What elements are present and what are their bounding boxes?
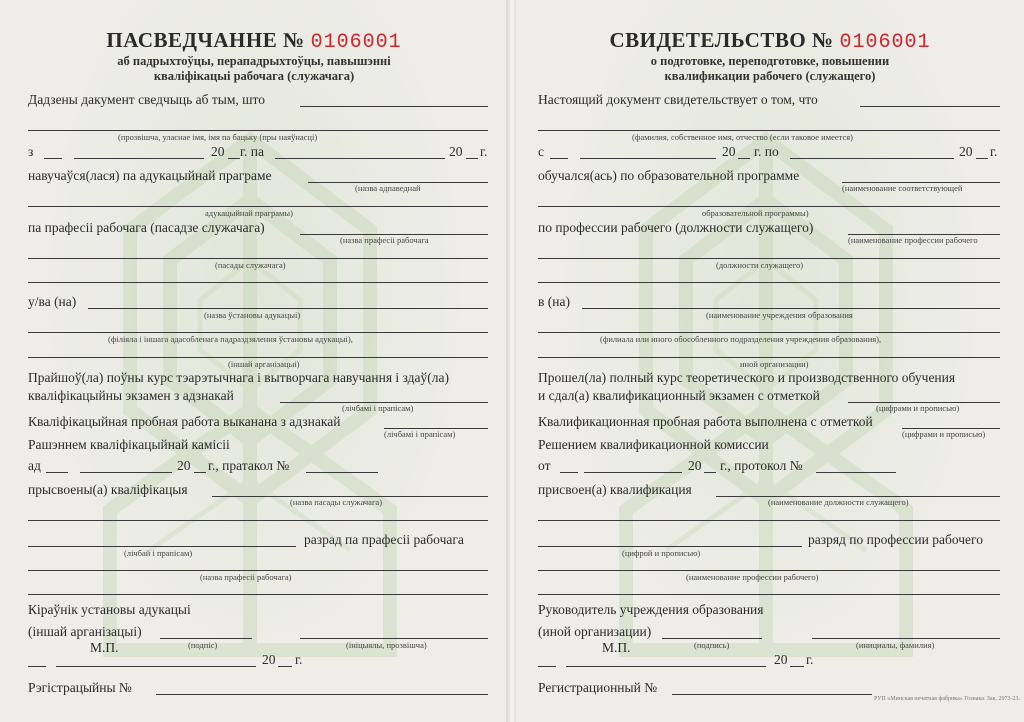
- caption-program-2: образовательной программы): [702, 208, 809, 218]
- line: [44, 158, 62, 159]
- in-label: у/ва (на): [28, 294, 77, 309]
- line: [156, 694, 488, 695]
- line: [28, 258, 488, 259]
- line: [560, 472, 578, 473]
- date-label: от: [538, 458, 551, 473]
- line: [582, 308, 1000, 309]
- line: [538, 206, 1000, 207]
- subtitle-1: о подготовке, переподготовке, повышении: [650, 54, 890, 68]
- subtitle-2: кваліфікацыі рабочага (служачага): [153, 69, 355, 83]
- line: [28, 282, 488, 283]
- line: [538, 666, 556, 667]
- year-prefix: 20: [774, 652, 788, 667]
- studied-label: навучаўся(лася) па адукацыйнай праграме: [28, 168, 272, 183]
- line: [538, 130, 1000, 131]
- year-suffix: г.: [806, 652, 814, 667]
- decision-label: Решением квалификационной комиссии: [538, 437, 769, 452]
- line: [74, 158, 204, 159]
- caption-institution: (наименование учреждения образования: [706, 310, 853, 320]
- caption-profession-3: (назва прафесіі рабочага): [200, 572, 292, 582]
- caption-name: (фамилия, собственное имя, отчество (если таковое имеется): [632, 132, 853, 142]
- course-text-2: и сдал(а) квалификационный экзамен с отметкой: [538, 388, 820, 403]
- caption-branch: (филиала или иного обособленного подразделения учреждения образования),: [600, 334, 882, 344]
- caption-branch: (філіяла і іншага адасобленага падраздзялення ўстановы адукацыі),: [108, 334, 353, 344]
- head-label-1: Руководитель учреждения образования: [538, 602, 764, 617]
- line: [704, 472, 716, 473]
- caption-post-name: (наименование должности служащего): [768, 497, 909, 507]
- caption-post: (пасады служачага): [215, 260, 286, 270]
- caption-profession: (назва прафесіі рабочага: [340, 235, 429, 245]
- in-label: в (на): [538, 294, 570, 309]
- year-suffix: г.: [480, 144, 488, 159]
- caption-grade-2: (цифрами и прописью): [902, 429, 986, 439]
- line: [80, 472, 172, 473]
- line: [538, 282, 1000, 283]
- caption-program-2: адукацыйнай праграмы): [205, 208, 293, 218]
- line: [88, 308, 488, 309]
- line: [550, 158, 568, 159]
- caption-signature: (подпись): [694, 640, 730, 650]
- printer-imprint: РУП «Минская печатная фабрика» Гознака. Зак. 2973-23.: [874, 696, 1020, 702]
- signature-line: [662, 638, 762, 639]
- serial-number: 0106001: [310, 31, 402, 54]
- line: [228, 158, 240, 159]
- qualification-label: прысвоены(а) кваліфікацыя: [28, 482, 188, 497]
- caption-profession-3: (наименование профессии рабочего): [686, 572, 819, 582]
- line: [538, 258, 1000, 259]
- decision-label: Рашэннем кваліфікацыйнай камісіі: [28, 437, 230, 452]
- line: [538, 357, 1000, 358]
- seal-place: М.П.: [602, 640, 631, 655]
- caption-post: (должности служащего): [716, 260, 804, 270]
- caption-grade-1: (лічбамі і прапісам): [342, 403, 414, 413]
- from-label: с: [538, 144, 544, 159]
- caption-name: (прозвішча, уласнае імя, імя па бацьку (пры наяўнасці): [118, 132, 318, 142]
- studied-label: обучался(ась) по образовательной программе: [538, 168, 800, 183]
- caption-initials: (ініцыялы, прозвішча): [346, 640, 427, 650]
- caption-program: (назва адпаведнай: [355, 183, 421, 193]
- line: [28, 666, 46, 667]
- profession-label: по профессии рабочего (должности служащего): [538, 220, 814, 235]
- line: [538, 332, 1000, 333]
- trial-work-label: Кваліфікацыйная пробная работа выканана з адзнакай: [28, 414, 341, 429]
- line: [56, 666, 256, 667]
- line: [28, 570, 488, 571]
- seal-place: М.П.: [90, 640, 119, 655]
- line: [300, 638, 488, 639]
- line: [28, 332, 488, 333]
- rank-label: разряд по профессии рабочего: [808, 532, 983, 547]
- protocol-label: г., пратакол №: [208, 458, 290, 473]
- line: [538, 594, 1000, 595]
- line: [300, 106, 488, 107]
- to-label: г. па: [240, 144, 264, 159]
- line: [538, 520, 1000, 521]
- line: [28, 546, 296, 547]
- caption-other-org: иной организации): [740, 359, 809, 369]
- title: СВИДЕТЕЛЬСТВО №: [609, 28, 834, 52]
- caption-rank: (лічбай і прапісам): [124, 548, 193, 558]
- line: [466, 158, 478, 159]
- head-label-2: (іншай арганізацыі): [28, 624, 142, 639]
- year-prefix: 20: [959, 144, 973, 159]
- from-label: з: [28, 144, 34, 159]
- doc-statement: Дадзены дакумент сведчыць аб тым, што: [28, 92, 266, 107]
- year-prefix: 20: [177, 458, 191, 473]
- date-label: ад: [28, 458, 41, 473]
- line: [672, 694, 872, 695]
- doc-statement: Настоящий документ свидетельствует о том, что: [538, 92, 818, 107]
- line: [584, 472, 682, 473]
- line: [976, 158, 988, 159]
- line: [28, 357, 488, 358]
- profession-label: па прафесіі рабочага (пасадзе служачага): [28, 220, 265, 235]
- right-header: [516, 28, 1024, 84]
- line: [790, 158, 954, 159]
- year-prefix: 20: [688, 458, 702, 473]
- qualification-label: присвоен(а) квалификация: [538, 482, 692, 497]
- caption-post-name: (назва пасады служачага): [290, 497, 383, 507]
- protocol-label: г., протокол №: [720, 458, 803, 473]
- trial-work-label: Квалификационная пробная работа выполнена с отметкой: [538, 414, 873, 429]
- line: [306, 472, 378, 473]
- line: [738, 158, 750, 159]
- year-prefix: 20: [449, 144, 463, 159]
- line: [538, 546, 802, 547]
- caption-profession: (наименование профессии рабочего: [848, 235, 978, 245]
- line: [816, 472, 896, 473]
- serial-number: 0106001: [839, 31, 931, 54]
- year-prefix: 20: [262, 652, 276, 667]
- line: [28, 206, 488, 207]
- caption-signature: (подпіс): [188, 640, 218, 650]
- line: [860, 106, 1000, 107]
- registration-label: Регистрационный №: [538, 680, 658, 695]
- caption-initials: (инициалы, фамилия): [856, 640, 935, 650]
- line: [46, 472, 68, 473]
- line: [28, 520, 488, 521]
- course-text-1: Прайшоў(ла) поўны курс тэарэтычнага і вытворчага навучання і здаў(ла): [28, 370, 449, 385]
- line: [28, 594, 488, 595]
- line: [275, 158, 445, 159]
- head-label-1: Кіраўнік установы адукацыі: [28, 602, 191, 617]
- rank-label: разрад па прафесіі рабочага: [304, 532, 464, 547]
- year-prefix: 20: [722, 144, 736, 159]
- line: [812, 638, 1000, 639]
- registration-label: Рэгістрацыйны №: [28, 680, 132, 695]
- caption-grade-2: (лічбамі і прапісам): [384, 429, 456, 439]
- caption-grade-1: (цифрами и прописью): [876, 403, 960, 413]
- subtitle-1: аб падрыхтоўцы, перападрыхтоўцы, павышэнні: [117, 54, 391, 68]
- line: [28, 130, 488, 131]
- line: [580, 158, 716, 159]
- head-label-2: (иной организации): [538, 624, 652, 639]
- course-text-2: кваліфікацыйны экзамен з адзнакай: [28, 388, 234, 403]
- left-page-belarusian: [0, 0, 508, 722]
- title: ПАСВЕДЧАННЕ №: [106, 28, 305, 52]
- left-header: [0, 28, 508, 84]
- to-label: г. по: [754, 144, 779, 159]
- year-suffix: г.: [990, 144, 998, 159]
- caption-rank: (цифрой и прописью): [622, 548, 701, 558]
- line: [278, 666, 292, 667]
- caption-other-org: (іншай арганізацыі): [228, 359, 300, 369]
- caption-program: (наименование соответствующей: [842, 183, 963, 193]
- course-text-1: Прошел(ла) полный курс теоретического и производственного обучения: [538, 370, 956, 385]
- line: [566, 666, 766, 667]
- subtitle-2: квалификации рабочего (служащего): [664, 69, 876, 83]
- signature-line: [160, 638, 252, 639]
- year-suffix: г.: [295, 652, 303, 667]
- line: [194, 472, 206, 473]
- line: [538, 570, 1000, 571]
- year-prefix: 20: [211, 144, 225, 159]
- caption-institution: (назва ўстановы адукацыі): [204, 310, 301, 320]
- line: [790, 666, 804, 667]
- right-page-russian: [516, 0, 1024, 722]
